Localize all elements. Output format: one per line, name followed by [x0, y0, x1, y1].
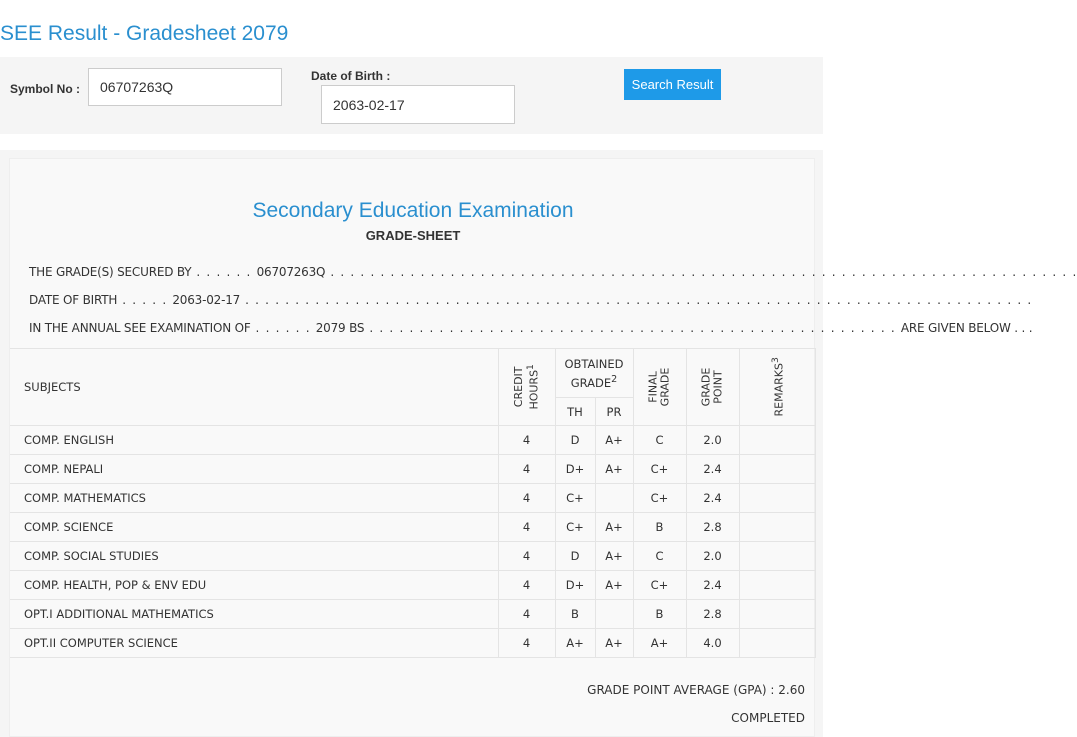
subject-cell: COMP. HEALTH, POP & ENV EDU: [10, 571, 498, 600]
remarks-cell: [739, 629, 816, 658]
credit-cell: 4: [498, 571, 555, 600]
grade-point-cell: 2.0: [686, 426, 739, 455]
remarks-cell: [739, 542, 816, 571]
page-title: SEE Result - Gradesheet 2079: [0, 22, 289, 45]
grade-point-cell: 4.0: [686, 629, 739, 658]
gradesheet-title: GRADE-SHEET: [365, 228, 461, 243]
grade-table: [10, 348, 816, 658]
table-row: [10, 600, 816, 629]
th-grade-cell: C+: [555, 513, 595, 542]
secured-by-line: THE GRADE(S) SECURED BY . . . . . . 06707263Q . . . . . . . . . . . . . . . . . . . . . . . . . . . . . . . . . . . . . . . . . . . . . . . . . . . . . . . . . . . . . . . . . . . . . . . . . . .: [29, 265, 1077, 279]
remarks-cell: [739, 455, 816, 484]
table-row: [10, 484, 816, 513]
subject-cell: COMP. SCIENCE: [10, 513, 498, 542]
result-panel: [0, 150, 1077, 737]
pr-grade-cell: [595, 484, 633, 513]
pr-grade-cell: A+: [595, 542, 633, 571]
pr-grade-cell: A+: [595, 513, 633, 542]
th-grade-cell: D: [555, 542, 595, 571]
gpa-line: [587, 683, 805, 697]
pr-header: PR: [595, 398, 633, 426]
pr-grade-cell: A+: [595, 629, 633, 658]
table-row: [10, 513, 816, 542]
final-grade-cell: C+: [633, 484, 686, 513]
final-grade-cell: C+: [633, 571, 686, 600]
obtained-grade-header: OBTAINED GRADE$^2$: [555, 349, 633, 398]
result-status: COMPLETED: [731, 711, 805, 725]
search-result-button[interactable]: Search Result: [624, 69, 721, 100]
table-row: [10, 426, 816, 455]
final-grade-header: FINAL GRADE: [633, 349, 686, 426]
final-grade-cell: B: [633, 600, 686, 629]
final-grade-cell: B: [633, 513, 686, 542]
credit-cell: 4: [498, 426, 555, 455]
remarks-cell: [739, 484, 816, 513]
th-header: TH: [555, 398, 595, 426]
exam-line-suffix: ARE GIVEN BELOW . . .: [900, 321, 1033, 335]
table-row: [10, 571, 816, 600]
grade-point-cell: 2.8: [686, 513, 739, 542]
subject-cell: COMP. ENGLISH: [10, 426, 498, 455]
th-grade-cell: A+: [555, 629, 595, 658]
remarks-cell: [739, 513, 816, 542]
subjects-header: SUBJECTS: [10, 349, 498, 426]
th-grade-cell: B: [555, 600, 595, 629]
secured-by-prefix: THE GRADE(S) SECURED BY: [29, 265, 192, 279]
grade-point-cell: 2.8: [686, 600, 739, 629]
gradesheet: [9, 158, 1077, 737]
dob-line: DATE OF BIRTH . . . . . 2063-02-17 . . . . . . . . . . . . . . . . . . . . . . . . . . . . . . . . . . . . . . . . . . . . . . . . . . . . . . . . . . . . . . . . . . . . . . . . . . . . . . .: [29, 293, 1033, 307]
th-grade-cell: D+: [555, 455, 595, 484]
final-grade-cell: C: [633, 426, 686, 455]
subject-cell: OPT.II COMPUTER SCIENCE: [10, 629, 498, 658]
exam-line-year: 2079 BS: [315, 321, 365, 335]
credit-cell: 4: [498, 542, 555, 571]
remarks-cell: [739, 600, 816, 629]
th-grade-cell: D+: [555, 571, 595, 600]
th-grade-cell: C+: [555, 484, 595, 513]
credit-cell: 4: [498, 484, 555, 513]
symbol-no-input[interactable]: [88, 68, 282, 106]
grade-point-cell: 2.4: [686, 484, 739, 513]
credit-cell: 4: [498, 455, 555, 484]
pr-grade-cell: A+: [595, 426, 633, 455]
dob-line-value: 2063-02-17: [172, 293, 241, 307]
pr-grade-cell: A+: [595, 571, 633, 600]
grade-point-cell: 2.4: [686, 571, 739, 600]
credit-hours-header: CREDIT HOURS$^1$: [498, 349, 555, 426]
gpa-value: 2.60: [778, 683, 805, 697]
remarks-cell: [739, 426, 816, 455]
pr-grade-cell: [595, 600, 633, 629]
dob-line-prefix: DATE OF BIRTH: [29, 293, 118, 307]
credit-cell: 4: [498, 513, 555, 542]
search-panel: [0, 57, 823, 134]
grade-point-header: GRADE POINT: [686, 349, 739, 426]
final-grade-cell: C: [633, 542, 686, 571]
remarks-header: REMARKS$^3$: [739, 349, 816, 426]
th-grade-cell: D: [555, 426, 595, 455]
subject-cell: COMP. MATHEMATICS: [10, 484, 498, 513]
exam-line-prefix: IN THE ANNUAL SEE EXAMINATION OF: [29, 321, 251, 335]
gpa-label: GRADE POINT AVERAGE (GPA) :: [587, 683, 775, 697]
dob-input[interactable]: [321, 85, 515, 124]
final-grade-cell: C+: [633, 455, 686, 484]
dob-label: Date of Birth :: [311, 69, 391, 83]
table-row: [10, 629, 816, 658]
table-row: [10, 542, 816, 571]
remarks-cell: [739, 571, 816, 600]
symbol-no-label: Symbol No :: [10, 82, 81, 96]
grade-point-cell: 2.4: [686, 455, 739, 484]
pr-grade-cell: A+: [595, 455, 633, 484]
secured-by-symbol: 06707263Q: [256, 265, 326, 279]
credit-cell: 4: [498, 600, 555, 629]
table-row: [10, 455, 816, 484]
grade-table-body: [10, 426, 816, 658]
exam-title: Secondary Education Examination: [252, 199, 574, 222]
exam-line: IN THE ANNUAL SEE EXAMINATION OF . . . . . . 2079 BS . . . . . . . . . . . . . . . . . . . . . . . . . . . . . . . . . . . . . . . . . . . . . . . . . . . . . ARE GIVEN BELOW . . .: [29, 321, 1033, 335]
subject-cell: COMP. NEPALI: [10, 455, 498, 484]
subject-cell: OPT.I ADDITIONAL MATHEMATICS: [10, 600, 498, 629]
grade-point-cell: 2.0: [686, 542, 739, 571]
subject-cell: COMP. SOCIAL STUDIES: [10, 542, 498, 571]
credit-cell: 4: [498, 629, 555, 658]
final-grade-cell: A+: [633, 629, 686, 658]
